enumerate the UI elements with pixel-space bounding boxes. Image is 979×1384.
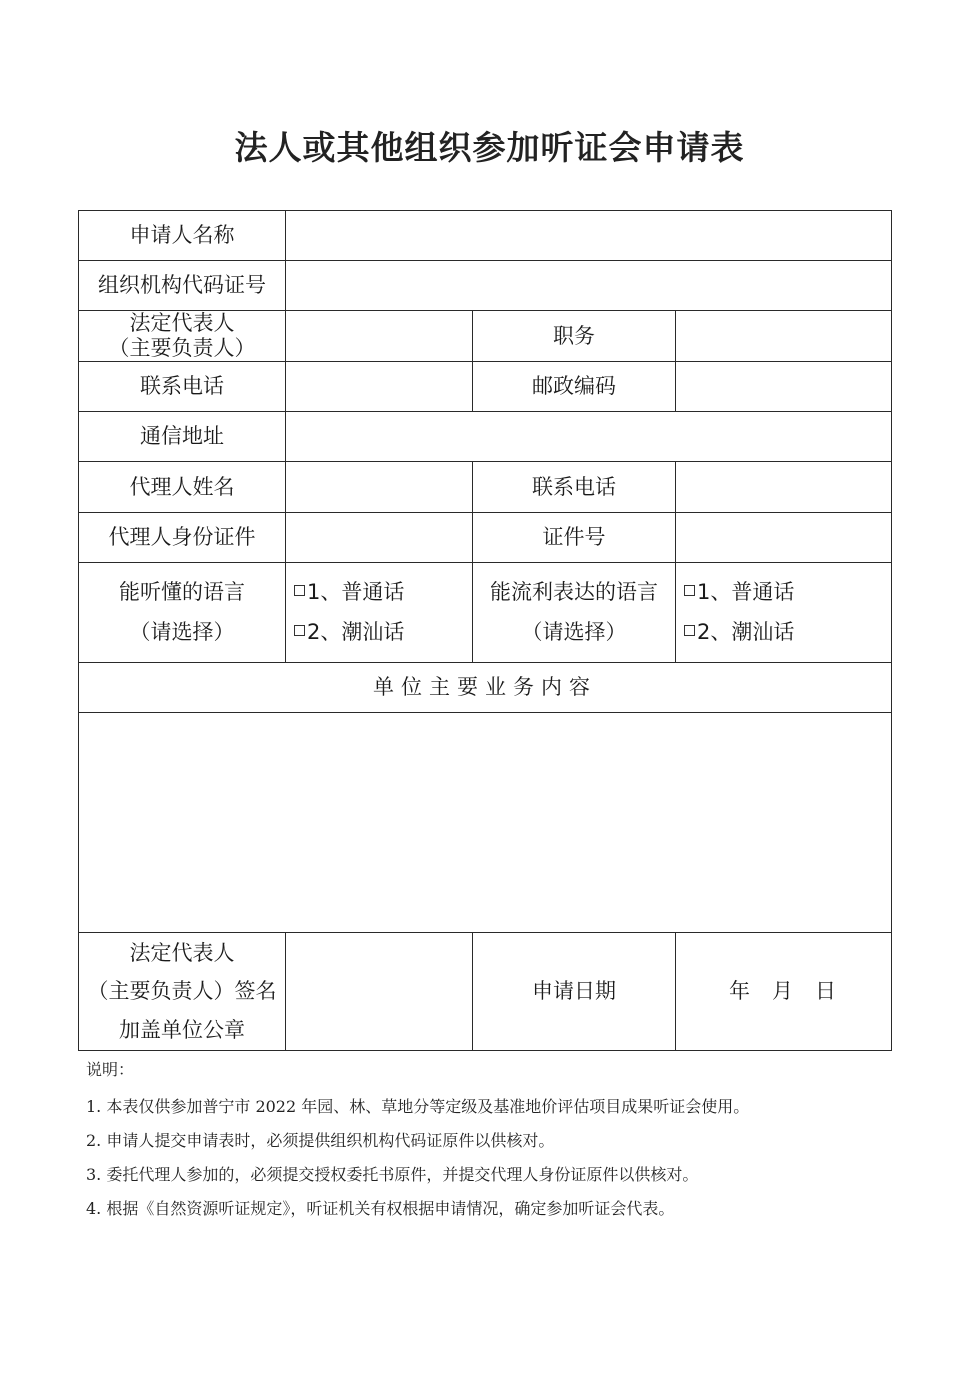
agent-name-label: 代理人姓名 [79, 462, 286, 513]
agent-phone-field[interactable] [676, 462, 892, 513]
agent-name-field[interactable] [286, 462, 473, 513]
legal-rep-label-line2: （主要负责人） [108, 336, 256, 361]
express-lang-label [473, 563, 676, 663]
note-item: 3. 委托代理人参加的，必须提交授权委托书原件，并提交代理人身份证原件以供核对。 [86, 1165, 699, 1184]
agent-id-doc-label: 代理人身份证件 [79, 513, 286, 563]
understand-lang-options [286, 563, 473, 663]
checkbox-icon[interactable] [684, 585, 695, 596]
note-item: 1. 本表仅供参加普宁市 2022 年园、林、草地分等定级及基准地价评估项目成果听证会使用。 [86, 1097, 750, 1116]
checkbox-icon[interactable] [294, 585, 305, 596]
understand-option-mandarin[interactable]: 1、普通话 [294, 573, 472, 613]
signature-label-line1: 法定代表人 [129, 940, 235, 965]
row-languages [79, 563, 892, 663]
row-org-code [79, 261, 892, 311]
address-field[interactable] [286, 412, 892, 462]
org-code-field[interactable] [286, 261, 892, 311]
express-option-chaoshan[interactable]: 2、潮汕话 [684, 613, 891, 653]
id-number-field[interactable] [676, 513, 892, 563]
date-day: 日 [815, 979, 838, 1004]
note-item: 2. 申请人提交申请表时，必须提供组织机构代码证原件以供核对。 [86, 1131, 555, 1150]
understand-option-chaoshan[interactable]: 2、潮汕话 [294, 613, 472, 653]
express-option-mandarin[interactable]: 1、普通话 [684, 573, 891, 613]
phone-field[interactable] [286, 362, 473, 412]
signature-field[interactable] [286, 933, 473, 1051]
note-item: 4. 根据《自然资源听证规定》，听证机关有权根据申请情况，确定参加听证会代表。 [86, 1199, 675, 1218]
express-lang-options [676, 563, 892, 663]
org-code-label: 组织机构代码证号 [79, 261, 286, 311]
notes-section [86, 1057, 886, 1230]
row-signature [79, 933, 892, 1051]
address-label: 通信地址 [79, 412, 286, 462]
position-field[interactable] [676, 311, 892, 362]
row-legal-rep [79, 311, 892, 362]
applicant-name-label: 申请人名称 [79, 211, 286, 261]
checkbox-icon[interactable] [684, 625, 695, 636]
express-lang-line2: （请选择） [521, 619, 627, 644]
signature-label-line3: 加盖单位公章 [119, 1018, 245, 1043]
apply-date-label: 申请日期 [473, 933, 676, 1051]
postal-code-field[interactable] [676, 362, 892, 412]
applicant-name-field[interactable] [286, 211, 892, 261]
date-month: 月 [772, 979, 795, 1004]
legal-rep-label [79, 311, 286, 362]
row-applicant-name [79, 211, 892, 261]
row-agent-id [79, 513, 892, 563]
legal-rep-field[interactable] [286, 311, 473, 362]
understand-lang-line2: （请选择） [129, 619, 235, 644]
checkbox-icon[interactable] [294, 625, 305, 636]
agent-phone-label: 联系电话 [473, 462, 676, 513]
signature-label-line2: （主要负责人）签名 [87, 979, 277, 1004]
postal-code-label: 邮政编码 [473, 362, 676, 412]
row-contact [79, 362, 892, 412]
legal-rep-label-line1: 法定代表人 [129, 311, 235, 335]
business-section-heading: 单位主要业务内容 [79, 663, 892, 713]
application-form-table [78, 210, 892, 1051]
phone-label: 联系电话 [79, 362, 286, 412]
page-title: 法人或其他组织参加听证会申请表 [234, 128, 745, 167]
row-business-heading [79, 663, 892, 713]
row-address [79, 412, 892, 462]
row-agent [79, 462, 892, 513]
understand-lang-line1: 能听懂的语言 [119, 579, 245, 604]
row-business-content [79, 713, 892, 933]
position-label: 职务 [473, 311, 676, 362]
notes-heading: 说明： [86, 1060, 135, 1079]
agent-id-doc-field[interactable] [286, 513, 473, 563]
business-content-field[interactable] [79, 713, 892, 933]
date-year: 年 [729, 979, 752, 1004]
express-lang-line1: 能流利表达的语言 [490, 579, 658, 604]
apply-date-field[interactable] [676, 933, 892, 1051]
signature-label [79, 933, 286, 1051]
understand-lang-label [79, 563, 286, 663]
id-number-label: 证件号 [473, 513, 676, 563]
